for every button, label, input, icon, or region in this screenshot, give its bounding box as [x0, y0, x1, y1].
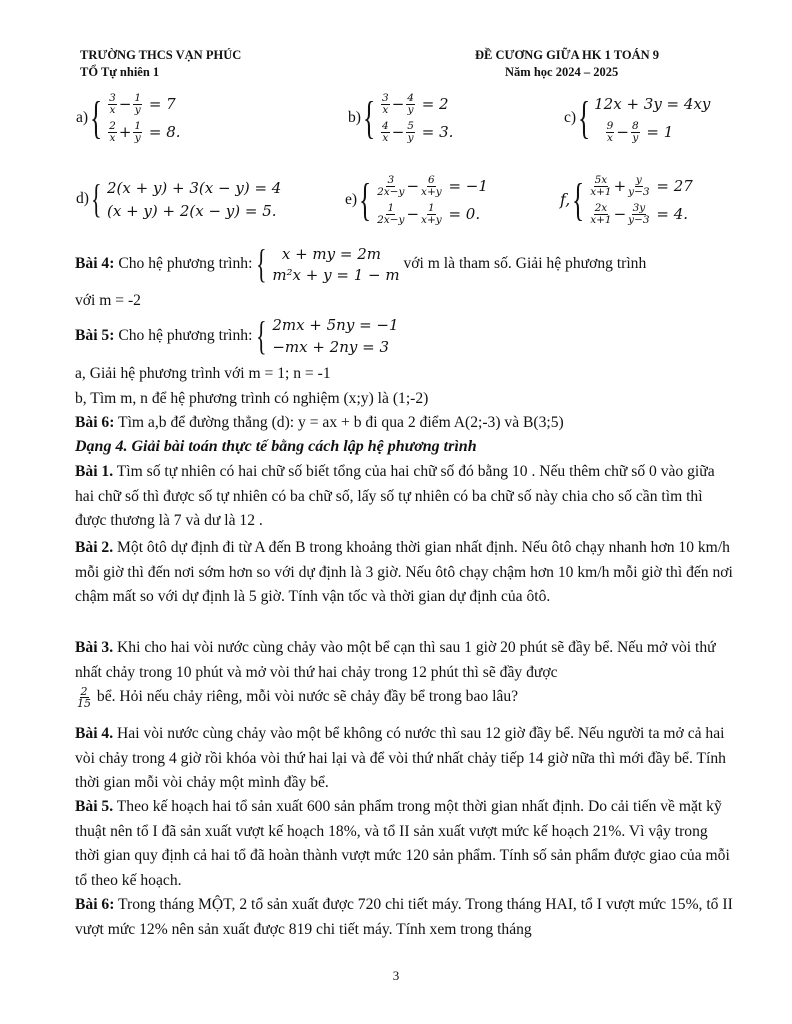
- bai4-intro: Cho hệ phương trình:: [118, 255, 253, 272]
- bai4-label: Bài 4:: [75, 255, 115, 272]
- system-c: c) { 12x + 3y = 4xy 9 x − 8 y = 1: [564, 92, 711, 144]
- bai4-system-problem: Bài 4: Cho hệ phương trình: { x + my = 2m m²x + y = 1 − m với m là tham số. Giải hệ phương trình: [75, 241, 647, 286]
- system-e: e) { 3 2x−y − 6 x+y = −1 1 2x−y − 1 x+y = 0.: [345, 173, 488, 226]
- bai4-question: với m là tham số. Giải hệ phương trình: [403, 255, 647, 272]
- system-d-row1: 2(x + y) + 3(x − y) = 4: [107, 178, 282, 197]
- school-year: Năm học 2024 – 2025: [505, 65, 619, 79]
- problem-6: Bài 6: Trong tháng MỘT, 2 tổ sản xuất được 720 chi tiết máy. Trong tháng HAI, tổ I vượt mức 15%, tổ II vượt mức 12% nên sản xuất được 819 chi tiết máy. Tính xem trong tháng: [75, 896, 733, 938]
- system-f: f, { 5x x+1 + y y−3 = 27 2x x+1 − 3y y−3 = 4.: [560, 173, 693, 226]
- system-f-label: f,: [560, 191, 571, 209]
- page-number: 3: [392, 968, 400, 983]
- system-c-row1: 12x + 3y = 4xy: [594, 95, 711, 113]
- system-a-label: a): [76, 109, 89, 126]
- document-title: ĐỀ CƯƠNG GIỮA HK 1 TOÁN 9: [475, 48, 660, 62]
- system-d: d) { 2(x + y) + 3(x − y) = 4 (x + y) + 2(x − y) = 5.: [76, 176, 282, 221]
- department-name: TỔ Tự nhiên 1: [80, 65, 160, 79]
- school-name: TRƯỜNG THCS VẠN PHÚC: [80, 48, 242, 62]
- system-a-row2-tail: = 8.: [148, 123, 181, 141]
- problem-5: Bài 5. Theo kế hoạch hai tổ sản xuất 600 sản phẩm trong một thời gian nhất định. Do cải tiến về mặt kỹ thuật nên tổ I đã sản xuất vượt kế hoạch 18%, và tổ II sản xuất vượt mức kế hoạch 21%. Vì vậy trong thời gian quy định cả hai tổ đã hoàn thành vượt mức 120 sản phẩm. Tính số sản phẩm được giao của mỗi tổ theo kế hoạch.: [75, 798, 730, 889]
- system-a: a) { 3 x − 1 y = 7 2 x + $\frac{1}{y}$ = 8.: [76, 91, 181, 144]
- bai5-part-a: a, Giải hệ phương trình với m = 1; n = -1: [75, 365, 331, 382]
- bai5-label: Bài 5:: [75, 327, 115, 344]
- bai5-eq1: 2mx + 5ny = −1: [272, 316, 399, 334]
- system-e-label: e): [345, 191, 358, 208]
- problem-1: Bài 1. Tìm số tự nhiên có hai chữ số biết tổng của hai chữ số đó bằng 10 . Nếu thêm chữ số 0 vào giữa hai chữ số thì được số tự nhiên có ba chữ số, lấy số tự nhiên có ba chữ số này chia cho số cần tìm thì được thương là 7 và dư là 12 .: [75, 463, 715, 530]
- bai5-eq2: −mx + 2ny = 3: [272, 338, 389, 356]
- system-b-label: b): [348, 109, 361, 126]
- problem-4: Bài 4. Hai vòi nước cùng chảy vào một bể không có nước thì sau 12 giờ đầy bể. Nếu người ta mở cả hai vòi chảy trong 4 giờ rồi khóa vòi thứ hai lại và để vòi thứ nhất chảy tiếp 14 giờ nữa thì mới đầy bể. Tính thời gian mỗi vòi chảy một mình đầy bể.: [75, 725, 726, 792]
- problem-3: Bài 3. Khi cho hai vòi nước cùng chảy vào một bể cạn thì sau 1 giờ 20 phút sẽ đầy bể. Nếu mở vòi thứ nhất chảy trong 10 phút và mở vòi thứ hai chảy trong 12 phút thì sẽ đầy được $\frac{2}{15}$ bể. Hỏi nếu chảy riêng, mỗi vòi nước sẽ chảy đầy bể trong bao lâu?: [75, 639, 716, 711]
- bai5-system-problem: Bài 5: Cho hệ phương trình: { 2mx + 5ny = −1 −mx + 2ny = 3: [75, 313, 399, 358]
- section-heading: Dạng 4. Giải bài toán thực tế bằng cách lập hệ phương trình: [75, 438, 477, 455]
- problem-2: Bài 2. Một ôtô dự định đi từ A đến B trong khoảng thời gian nhất định. Nếu ôtô chạy nhanh hơn 10 km/h mỗi giờ thì đến nơi sớm hơn so với dự định là 3 giờ. Nếu ôtô chạy chậm hơn 10 km/h mỗi giờ thì đến nơi chậm mất so với dự định là 5 giờ. Tính vận tốc và thời gian dự định của ôtô.: [75, 539, 733, 606]
- system-d-label: d): [76, 190, 89, 207]
- bai5-part-b: b, Tìm m, n để hệ phương trình có nghiệm (x;y) là (1;-2): [75, 390, 429, 407]
- system-d-row2: (x + y) + 2(x − y) = 5.: [107, 201, 277, 220]
- bai5-intro: Cho hệ phương trình:: [118, 327, 253, 344]
- system-c-label: c): [564, 109, 577, 126]
- system-b: b) { 3 x − 4 y = 2 4 x − $\frac{5}{y}$ = 3.: [348, 91, 454, 144]
- bai4-eq2: m²x + y = 1 − m: [272, 265, 400, 284]
- bai4-condition: với m = -2: [75, 292, 141, 309]
- bai4-eq1: x + my = 2m: [281, 244, 381, 263]
- system-b-row2-tail: = 3.: [421, 123, 454, 141]
- bai6-line-problem: Bài 6: Tìm a,b để đường thẳng (d): y = ax + b đi qua 2 điểm A(2;-3) và B(3;5): [75, 414, 564, 431]
